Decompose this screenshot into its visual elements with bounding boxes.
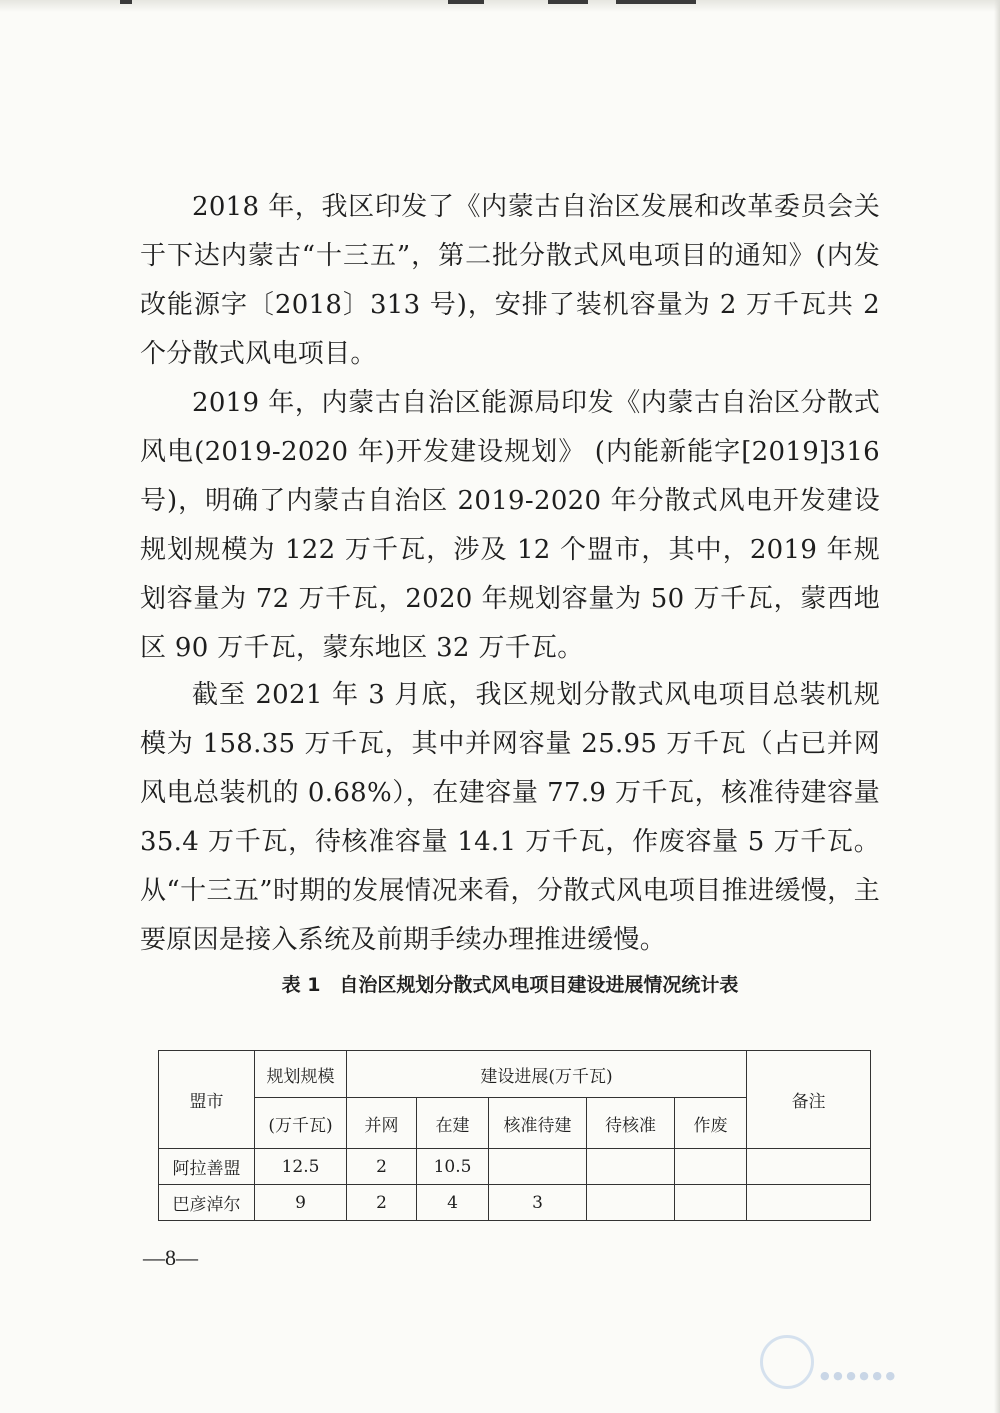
header-approved: 核准待建 bbox=[489, 1098, 587, 1149]
header-pending: 待核准 bbox=[587, 1098, 675, 1149]
cell-pending bbox=[587, 1185, 675, 1221]
cell-grid: 2 bbox=[347, 1149, 417, 1185]
paragraph-2018: 2018 年，我区印发了《内蒙古自治区发展和改革委员会关于下达内蒙古“十三五”，第二批分散式风电项目的通知》(内发改能源字〔2018〕313 号)，安排了装机容量为 2 万千瓦共 2 个分散式风电项目。 bbox=[140, 192, 880, 369]
scan-shadow bbox=[0, 0, 1000, 12]
cell-approved: 3 bbox=[489, 1185, 587, 1221]
header-scale-unit: (万千瓦) bbox=[255, 1098, 347, 1149]
scan-mark bbox=[120, 0, 132, 4]
scan-mark bbox=[548, 0, 588, 4]
cell-approved bbox=[489, 1149, 587, 1185]
table-row bbox=[159, 1149, 871, 1185]
cell-note bbox=[747, 1149, 871, 1185]
page-edge bbox=[994, 0, 1000, 1413]
cell-region: 阿拉善盟 bbox=[159, 1149, 255, 1185]
scan-mark bbox=[616, 0, 696, 4]
table-row bbox=[159, 1185, 871, 1221]
cell-note bbox=[747, 1185, 871, 1221]
header-note: 备注 bbox=[747, 1051, 871, 1149]
header-progress: 建设进展(万千瓦) bbox=[347, 1051, 747, 1098]
page-number: —8— bbox=[143, 1245, 198, 1270]
cell-pending bbox=[587, 1149, 675, 1185]
cell-void bbox=[675, 1185, 747, 1221]
header-building: 在建 bbox=[417, 1098, 489, 1149]
header-grid: 并网 bbox=[347, 1098, 417, 1149]
cell-grid: 2 bbox=[347, 1185, 417, 1221]
watermark-logo bbox=[750, 1333, 940, 1403]
progress-table bbox=[158, 1050, 871, 1221]
cell-void bbox=[675, 1149, 747, 1185]
watermark-text: ● ● ● ● ● ● bbox=[820, 1369, 896, 1382]
header-scale: 规划规模 bbox=[255, 1051, 347, 1098]
cell-scale: 12.5 bbox=[255, 1149, 347, 1185]
sun-icon bbox=[760, 1335, 814, 1389]
cell-building: 10.5 bbox=[417, 1149, 489, 1185]
paragraph-2021: 截至 2021 年 3 月底，我区规划分散式风电项目总装机规模为 158.35 万千瓦，其中并网容量 25.95 万千瓦（占已并网风电总装机的 0.68%），在建容量 77.9 万千瓦，核准待建容量 35.4 万千瓦，待核准容量 14.1 万千瓦，作废容量 5 万千瓦。从“十三五”时期的发展情况来看，分散式风电项目推进缓慢，主要原因是接入系统及前期手续办理推进缓慢。 bbox=[140, 680, 880, 955]
table-caption: 表 1 自治区规划分散式风电项目建设进展情况统计表 bbox=[281, 974, 739, 996]
scan-mark bbox=[448, 0, 484, 4]
cell-scale: 9 bbox=[255, 1185, 347, 1221]
cell-region: 巴彦淖尔 bbox=[159, 1185, 255, 1221]
paragraph-2019: 2019 年，内蒙古自治区能源局印发《内蒙古自治区分散式风电(2019-2020 年)开发建设规划》 (内能新能字[2019]316 号)，明确了内蒙古自治区 2019-2020 年分散式风电开发建设规划规模为 122 万千瓦，涉及 12 个盟市，其中，2019 年规划容量为 72 万千瓦，2020 年规划容量为 50 万千瓦，蒙西地区 90 万千瓦，蒙东地区 32 万千瓦。 bbox=[140, 388, 880, 663]
header-void: 作废 bbox=[675, 1098, 747, 1149]
header-region: 盟市 bbox=[159, 1051, 255, 1149]
cell-building: 4 bbox=[417, 1185, 489, 1221]
